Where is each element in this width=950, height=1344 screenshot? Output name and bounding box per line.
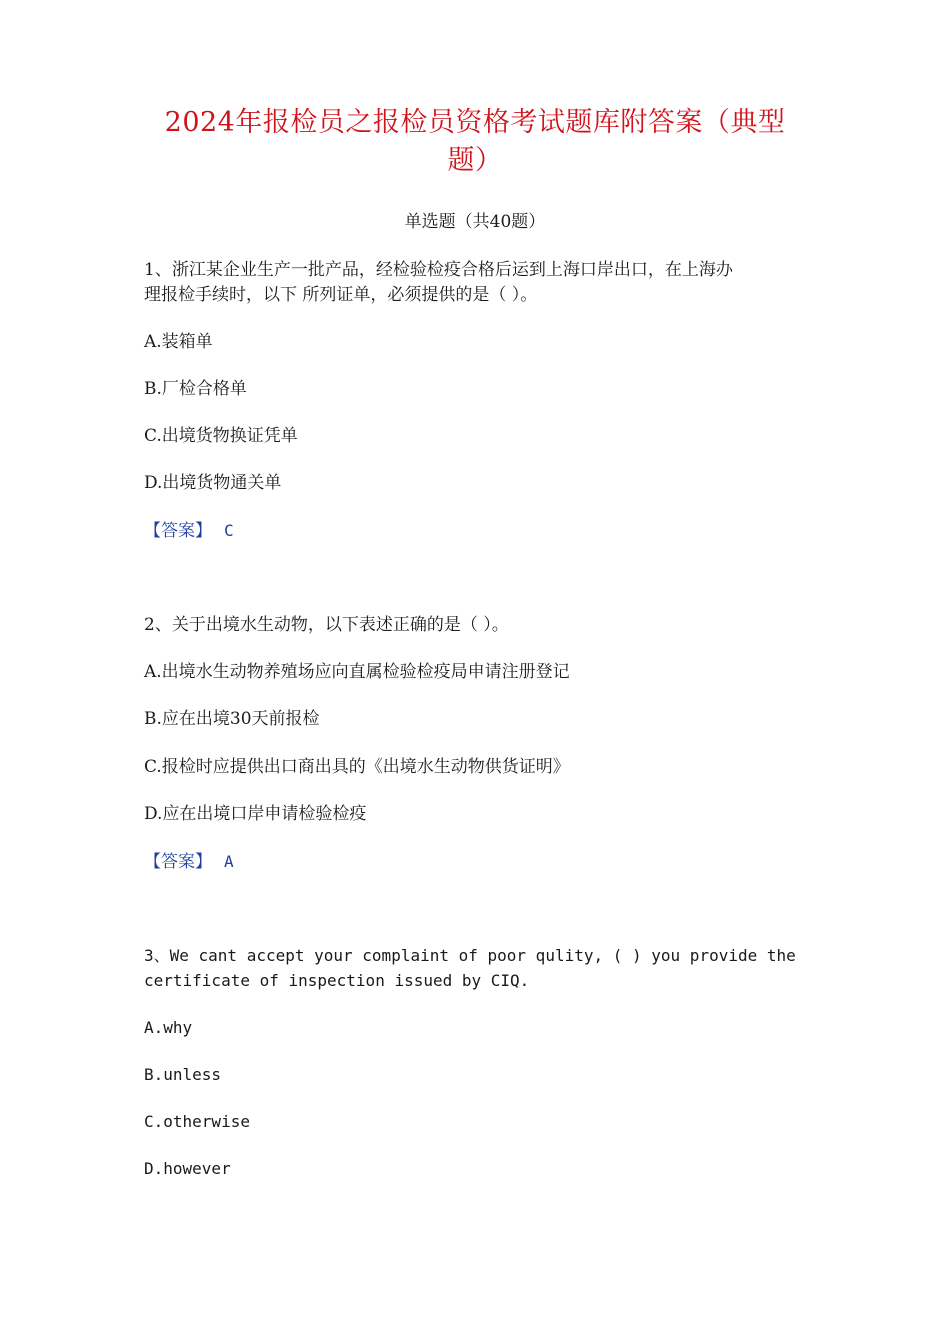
section-heading: 单选题（共40题） [404, 212, 546, 232]
question-1-option-b: B.厂检合格单 [144, 379, 247, 399]
question-1-answer [144, 518, 814, 544]
question-1-option-a: A.装箱单 [144, 332, 213, 352]
title-line-2: 题） [447, 145, 503, 176]
question-2-option-b: B.应在出境30天前报检 [144, 709, 320, 729]
question-2-stem-line-1: 2、关于出境水生动物，以下表述正确的是（ ）。 [144, 615, 509, 635]
question-3-option-b: B.unless [144, 1065, 222, 1084]
question-1-option-c: C.出境货物换证凭单 [144, 426, 298, 446]
question-1-stem-line-1: 1、浙江某企业生产一批产品，经检验检疫合格后运到上海口岸出口，在上海办 [144, 260, 733, 280]
question-2-option-a: A.出境水生动物养殖场应向直属检验检疫局申请注册登记 [144, 662, 570, 682]
question-3-option-d: D.however [144, 1159, 231, 1178]
question-3-stem-line-2: certificate of inspection issued by CIQ. [144, 971, 530, 990]
question-1-stem-line-2: 理报检手续时，以下 所列证单，必须提供的是（ ）。 [144, 285, 538, 305]
answer-label: 【答案】 [144, 521, 212, 541]
document-title [130, 104, 820, 180]
question-1-option-d: D.出境货物通关单 [144, 473, 282, 493]
answer-label: 【答案】 [144, 852, 212, 872]
question-3-stem-line-1: 3、We cant accept your complaint of poor qulity, ( ) you provide the [144, 946, 796, 965]
question-2-option-d: D.应在出境口岸申请检验检疫 [144, 804, 367, 824]
question-3-option-c: C.otherwise [144, 1112, 250, 1131]
answer-value: C [224, 521, 234, 540]
answer-value: A [224, 852, 234, 871]
question-2-option-c: C.报检时应提供出口商出具的《出境水生动物供货证明》 [144, 757, 570, 777]
question-2-answer [144, 849, 814, 875]
title-line-1: 2024年报检员之报检员资格考试题库附答案（典型 [164, 107, 786, 138]
question-3-option-a: A.why [144, 1018, 193, 1037]
